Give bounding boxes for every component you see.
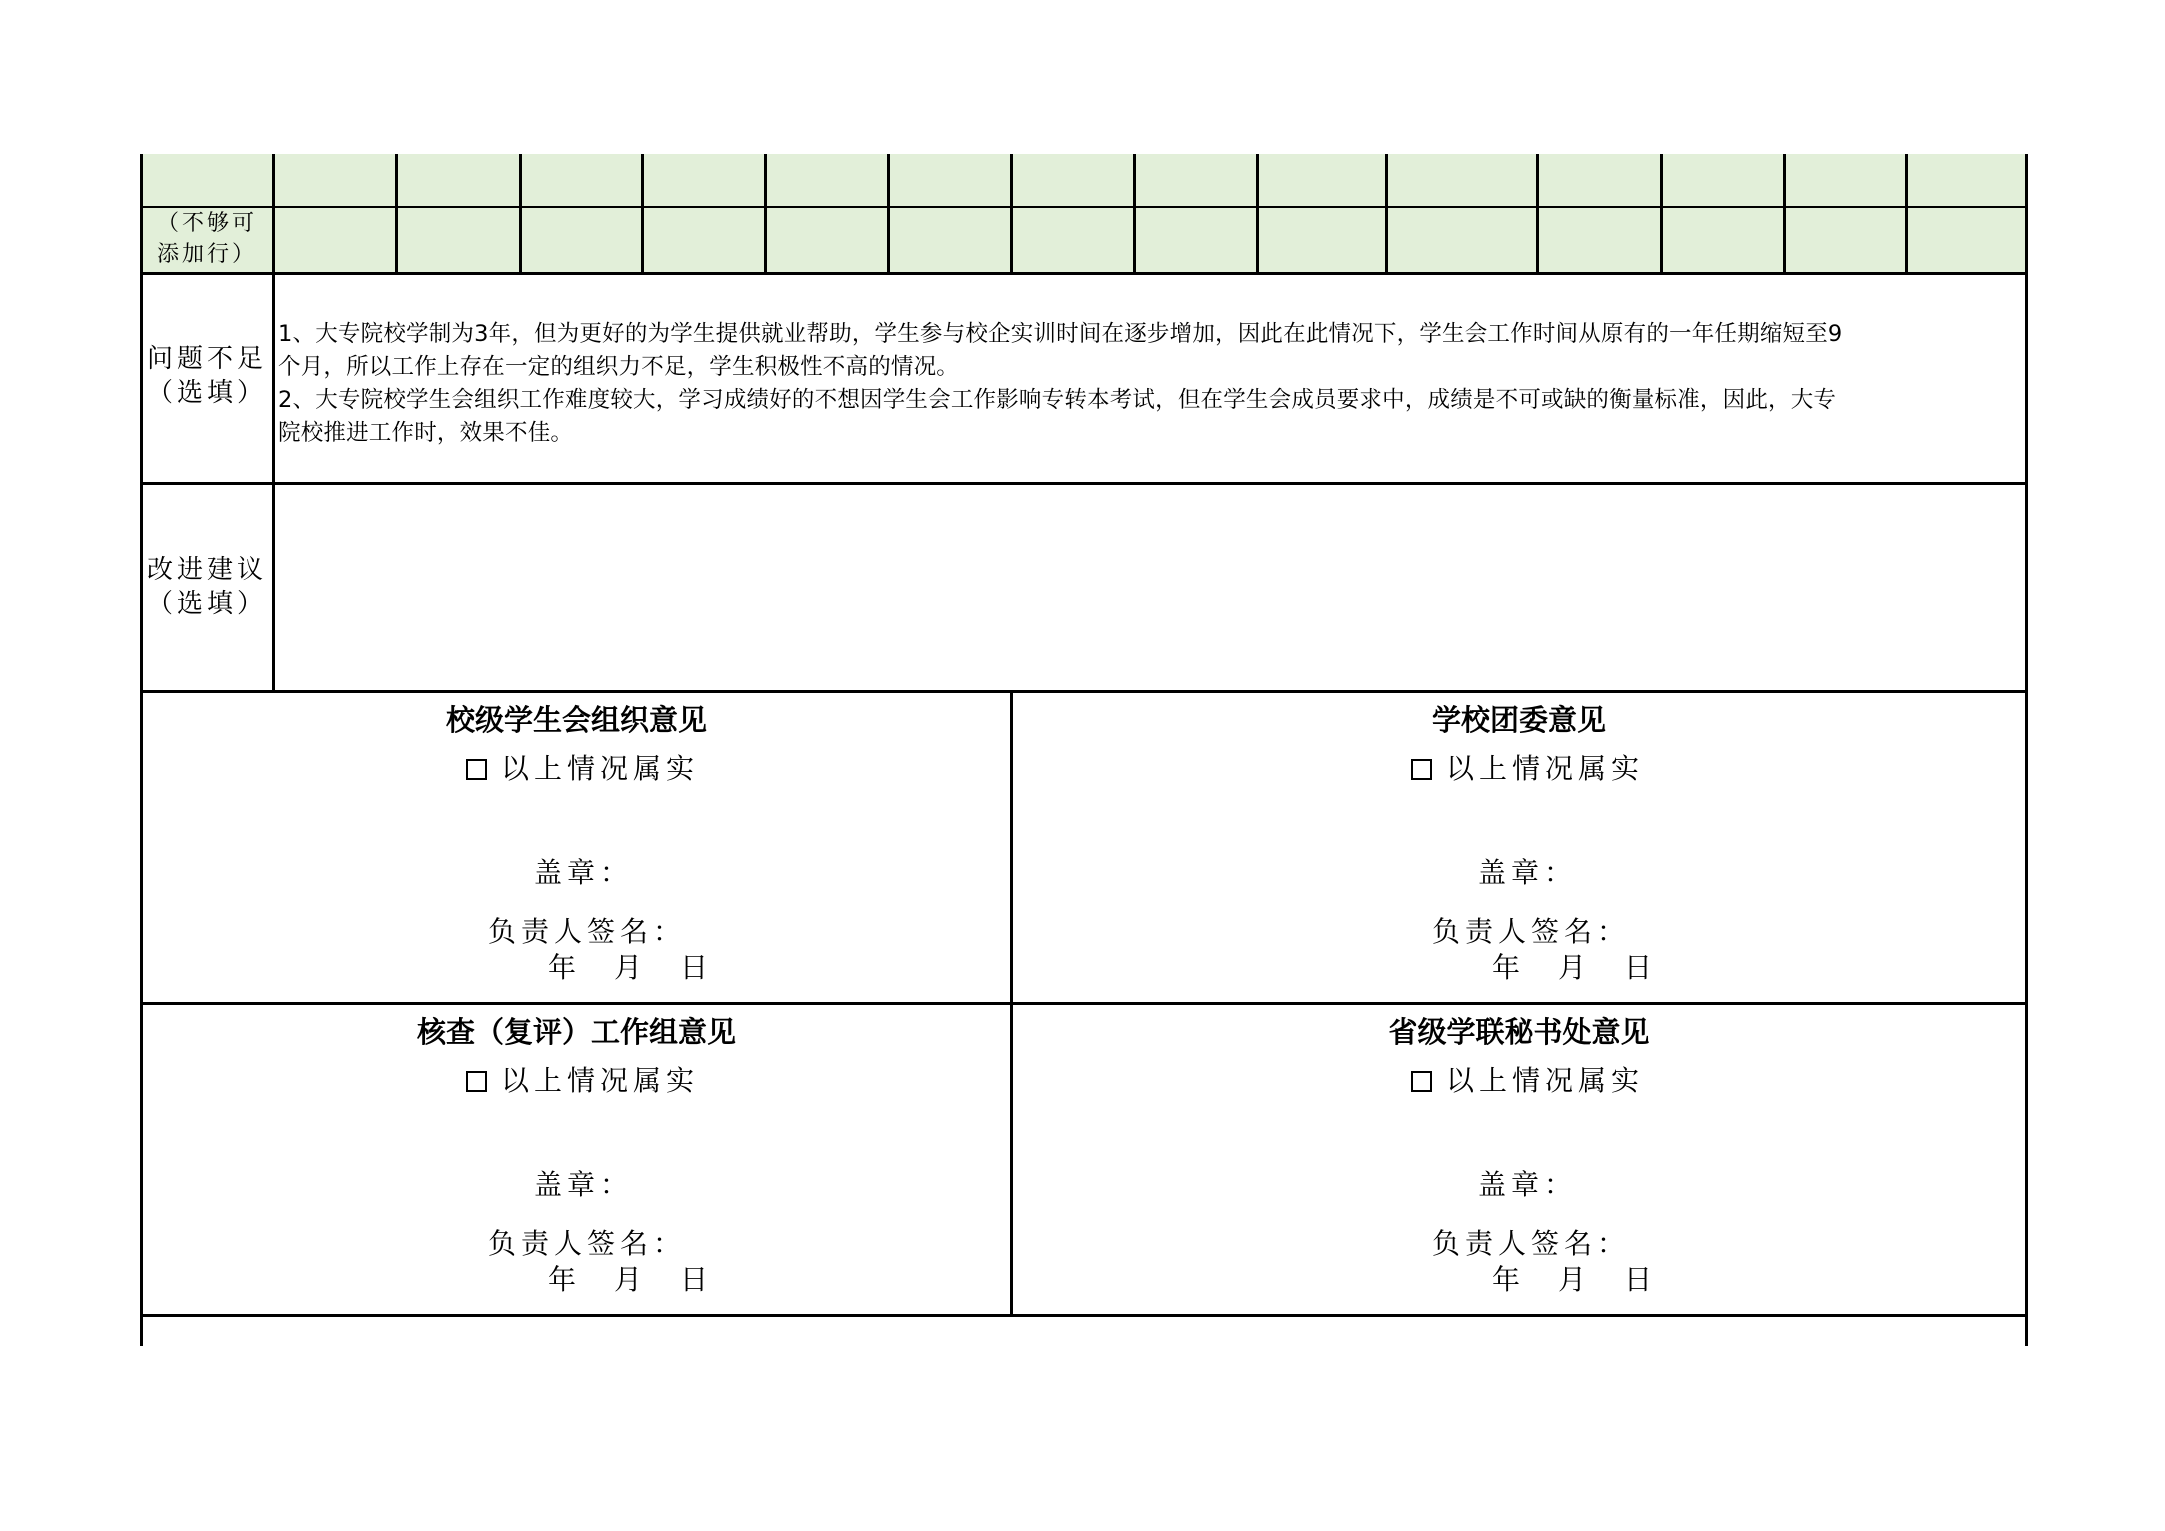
green-row-column-divider bbox=[1783, 154, 1786, 273]
date-label-provincial-secretariat: 年 月 日 bbox=[1492, 1263, 1658, 1296]
green-row-2 bbox=[142, 208, 2027, 273]
green-row-column-divider bbox=[1905, 154, 1908, 273]
green-row-column-divider bbox=[1660, 154, 1663, 273]
check-label: 以上情况属实 bbox=[1446, 752, 1645, 785]
green-row-column-divider bbox=[1256, 154, 1259, 273]
check-label: 以上情况属实 bbox=[501, 752, 700, 785]
add-row-label bbox=[142, 208, 272, 270]
table-right-border bbox=[2025, 154, 2028, 1346]
problems-label-line2: （选填） bbox=[146, 378, 267, 408]
opinion-check-league-committee[interactable] bbox=[1411, 751, 1644, 787]
date-label-student-union: 年 月 日 bbox=[548, 951, 714, 984]
checkbox-icon[interactable] bbox=[1411, 759, 1432, 780]
opinion-check-review-group[interactable] bbox=[466, 1063, 699, 1099]
checkbox-icon[interactable] bbox=[1411, 1071, 1432, 1092]
problems-text bbox=[278, 318, 2023, 450]
row-divider-6 bbox=[140, 1314, 2028, 1317]
green-row-column-divider bbox=[1010, 154, 1013, 273]
problems-line-4: 院校推进工作时，效果不佳。 bbox=[278, 420, 574, 446]
check-label: 以上情况属实 bbox=[501, 1064, 700, 1097]
row-divider-5 bbox=[140, 1002, 2028, 1005]
signer-label-student-union: 负责人签名： bbox=[488, 915, 687, 948]
seal-label-provincial-secretariat: 盖章： bbox=[1478, 1168, 1578, 1201]
problems-line-3: 2、大专院校学生会组织工作难度较大，学习成绩好的不想因学生会工作影响专转本考试，但在学生会成员要求中，成绩是不可或缺的衡量标准，因此，大专 bbox=[278, 387, 1837, 413]
seal-label-review-group: 盖章： bbox=[534, 1168, 634, 1201]
row-divider-1 bbox=[140, 206, 2028, 208]
add-row-label-line1: （不够可 bbox=[156, 211, 257, 236]
signer-label-review-group: 负责人签名： bbox=[488, 1227, 687, 1260]
green-row-1 bbox=[142, 154, 2027, 206]
green-row-column-divider bbox=[887, 154, 890, 273]
green-row-column-divider bbox=[1133, 154, 1136, 273]
checkbox-icon[interactable] bbox=[466, 1071, 487, 1092]
improve-label bbox=[142, 553, 272, 621]
signer-label-league-committee: 负责人签名： bbox=[1432, 915, 1631, 948]
opinion-title-provincial-secretariat: 省级学联秘书处意见 bbox=[1388, 1015, 1650, 1049]
checkbox-icon[interactable] bbox=[466, 759, 487, 780]
date-label-review-group: 年 月 日 bbox=[548, 1263, 714, 1296]
date-label-league-committee: 年 月 日 bbox=[1492, 951, 1658, 984]
improve-input-area[interactable] bbox=[276, 485, 2024, 689]
problems-label bbox=[142, 342, 272, 410]
seal-label-league-committee: 盖章： bbox=[1478, 856, 1578, 889]
opinion-title-review-group: 核查（复评）工作组意见 bbox=[416, 1015, 736, 1049]
problems-label-line1: 问题不足 bbox=[146, 344, 267, 374]
problems-line-1: 1、大专院校学制为3年，但为更好的为学生提供就业帮助，学生参与校企实训时间在逐步增加，因此在此情况下，学生会工作时间从原有的一年任期缩短至9 bbox=[278, 321, 1843, 347]
check-label: 以上情况属实 bbox=[1446, 1064, 1645, 1097]
improve-label-line1: 改进建议 bbox=[146, 555, 267, 585]
green-row-column-divider bbox=[1536, 154, 1539, 273]
green-row-column-divider bbox=[641, 154, 644, 273]
green-row-column-divider bbox=[519, 154, 522, 273]
improve-label-line2: （选填） bbox=[146, 589, 267, 619]
opinion-check-provincial-secretariat[interactable] bbox=[1411, 1063, 1644, 1099]
table-left-border bbox=[140, 154, 143, 1346]
signer-label-provincial-secretariat: 负责人签名： bbox=[1432, 1227, 1631, 1260]
green-row-column-divider bbox=[272, 154, 275, 273]
problems-line-2: 个月，所以工作上存在一定的组织力不足，学生积极性不高的情况。 bbox=[278, 354, 960, 380]
row-divider-4 bbox=[140, 690, 2028, 693]
green-row-column-divider bbox=[395, 154, 398, 273]
add-row-label-line2: 添加行） bbox=[156, 242, 257, 267]
seal-label-student-union: 盖章： bbox=[534, 856, 634, 889]
opinion-title-league-committee: 学校团委意见 bbox=[1431, 703, 1606, 737]
green-row-column-divider bbox=[764, 154, 767, 273]
opinion-check-student-union[interactable] bbox=[466, 751, 699, 787]
opinion-title-student-union: 校级学生会组织意见 bbox=[445, 703, 707, 737]
opinion-middle-divider bbox=[1010, 690, 1013, 1317]
green-row-column-divider bbox=[1385, 154, 1388, 273]
row-divider-2 bbox=[140, 272, 2028, 275]
